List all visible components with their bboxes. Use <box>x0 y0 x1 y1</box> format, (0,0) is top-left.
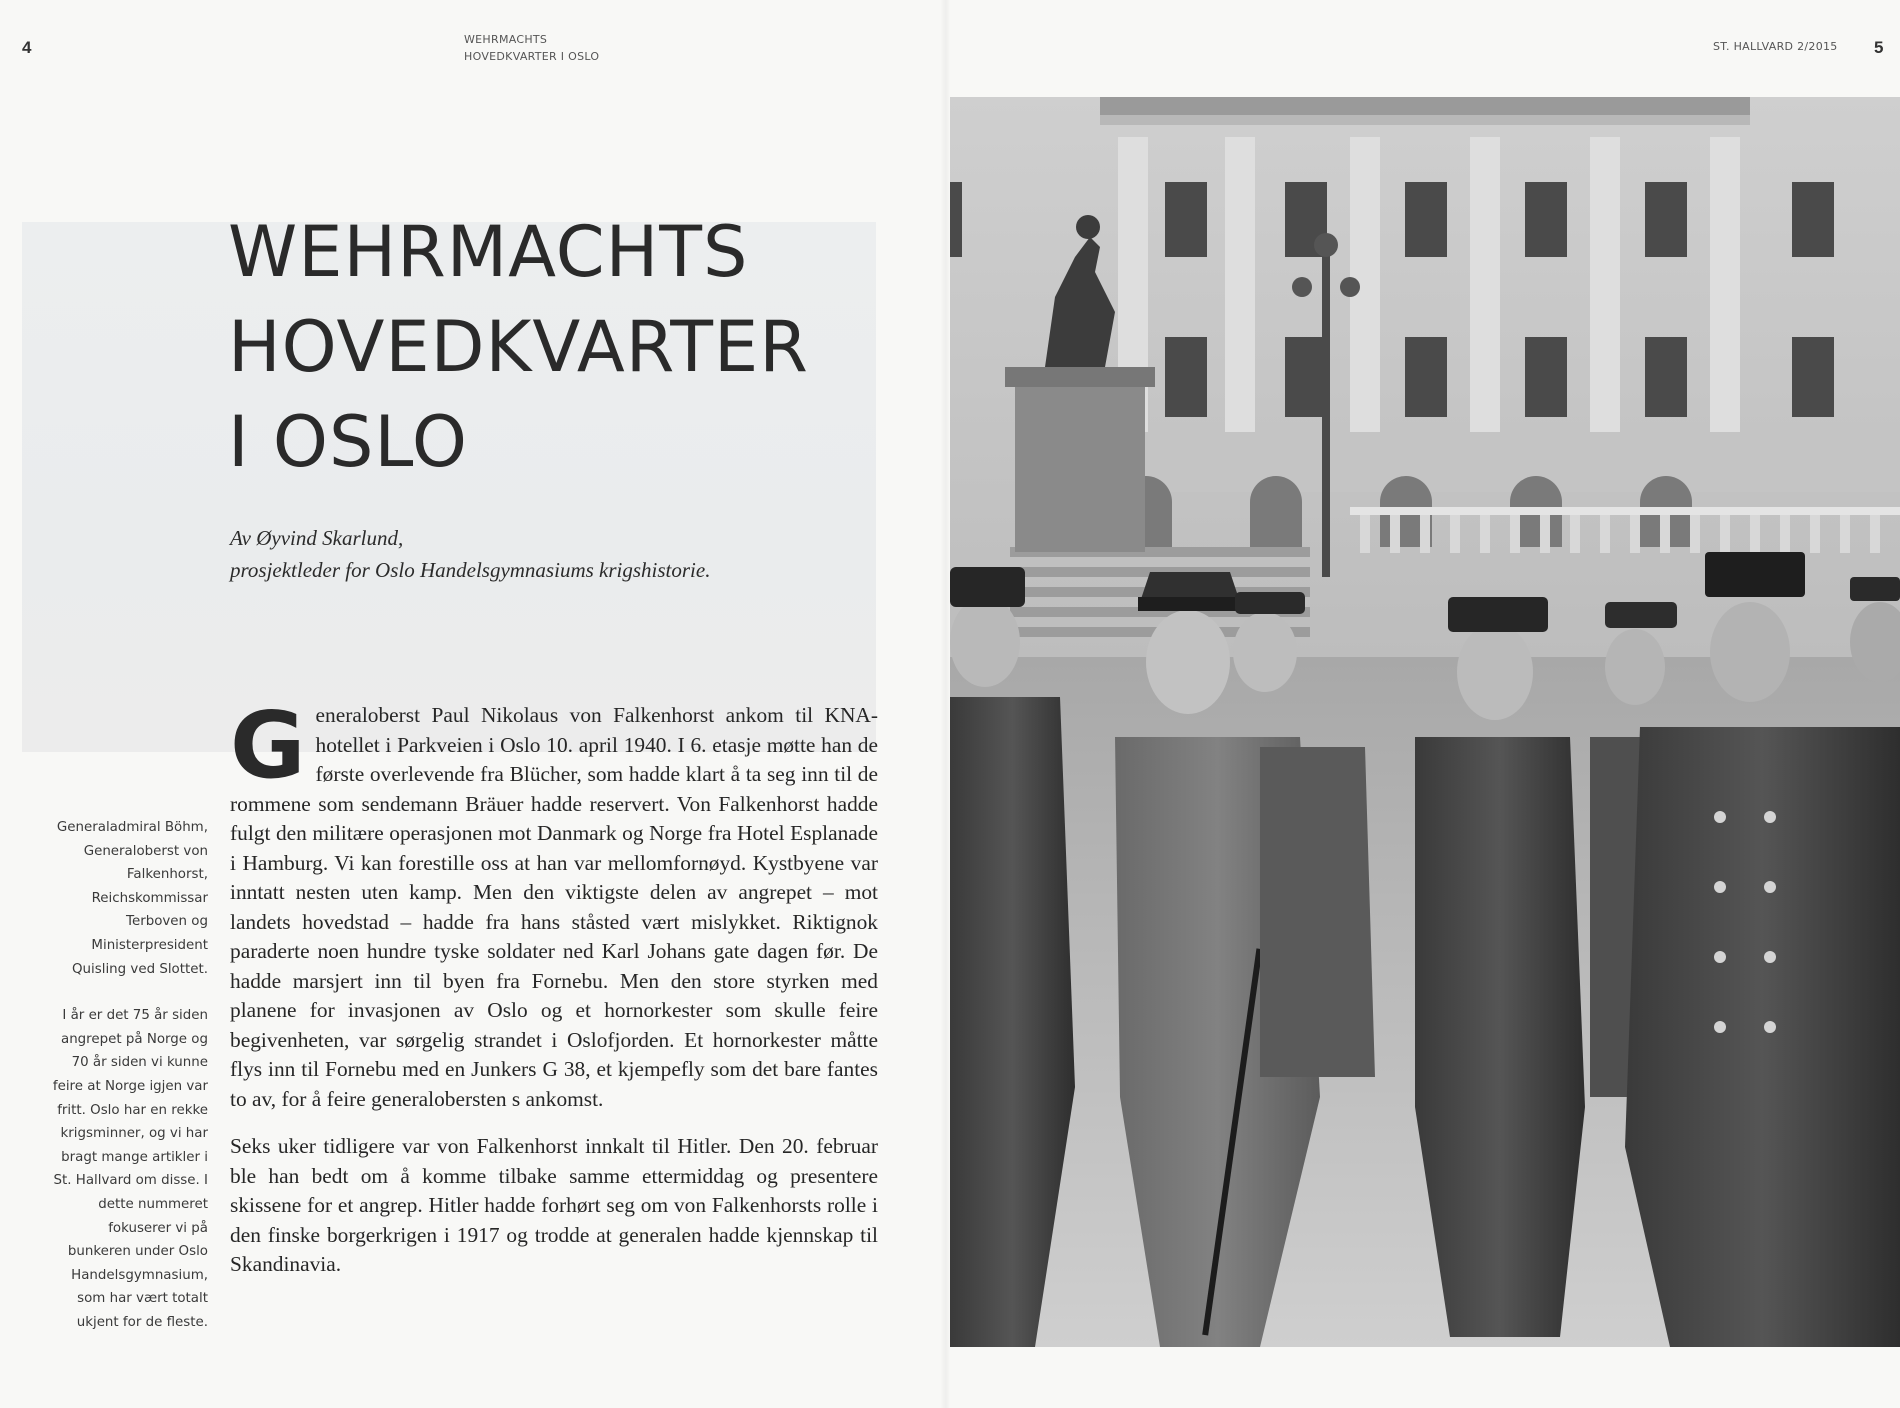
article-title <box>228 205 809 490</box>
publication-label: ST. HALLVARD 2/2015 <box>1713 40 1838 53</box>
title-line-1: WEHRMACHTS <box>228 211 749 293</box>
byline-author: Av Øyvind Skarlund, <box>230 526 404 550</box>
lamp-post <box>1322 247 1330 577</box>
page-gutter <box>940 0 950 1408</box>
running-head-line1: WEHRMACHTS <box>464 33 548 46</box>
paragraph-2: Seks uker tidligere var von Falkenhorst innkalt til Hitler. Den 20. februar ble han bedt om å komme tilbake samme ettermiddag og presentere skissene for et angrep. Hitler hadde forhørt seg om von Falkenhorsts rolle i den finske borgerkrigen i 1917 og trodde at generalen hadde kjennskap til Skandinavia. <box>230 1134 878 1276</box>
right-page-number: 5 <box>1874 38 1884 57</box>
cornice-band <box>1100 115 1750 125</box>
drop-cap: G <box>230 692 306 799</box>
historical-photo <box>950 97 1900 1347</box>
byline <box>230 522 710 586</box>
title-line-3: I OSLO <box>228 401 469 483</box>
paragraph-1-text: eneraloberst Paul Nikolaus von Falkenhorst ankom til KNA-hotellet i Parkveien i Oslo 10. april 1940. I 6. etasje møtte han de første overlevende fra Blücher, som hadde klart å ta seg inn til de rommene som sendemann Bräuer hadde reservert. Von Falkenhorst hadde fulgt den militære operasjonen mot Danmark og Norge fra Hotel Esplanade i Hamburg. Vi kan forestille oss at han var mellomfornøyd. Kystbyene var inntatt nesten uten kamp. Men den viktigste delen av angrepet – mot landets hovedstad – hadde fra hans ståsted vært mislykket. Riktignok paraderte noen hundre tyske soldater ned Karl Johans gate dagen før. De hadde marsjert inn til byen fra Fornebu. Men den store styrken med planene for invasjonen av Oslo og et hornorkester som skulle feire begivenheten, var sørgelig strandet i Oslofjorden. Et hornorkester måtte flys inn til Fornebu med en Junkers G 38, et kjempefly som det bare fantes to av, for å feire generalobersten s ankomst. <box>230 703 878 1111</box>
left-page-number: 4 <box>22 38 32 57</box>
title-line-2: HOVEDKVARTER <box>228 306 809 388</box>
byline-role: prosjektleder for Oslo Handelsgymnasiums krigshistorie. <box>230 558 711 582</box>
pedestal-cap <box>1005 367 1155 387</box>
sidebar <box>48 816 208 1357</box>
ground-floor <box>1100 432 1900 492</box>
sidebar-note: I år er det 75 år siden angrepet på Norge og 70 år siden vi kunne feire at Norge igjen var fritt. Oslo har en rekke krigsminner, og vi har bragt mange artikler i St. Hallvard om disse. I dette nummeret fokuserer vi på bunkeren under Oslo Handelsgymnasium, som har vært totalt ukjent for de fleste. <box>52 1008 208 1330</box>
article-body <box>230 692 878 1298</box>
running-head <box>464 31 599 65</box>
photo-caption: Generaladmiral Böhm, Generaloberst von Falkenhorst, Reichskommissar Terboven og Ministerpresident Quisling ved Slottet. <box>56 820 208 977</box>
photo-illustration <box>950 97 1900 1347</box>
paragraph-1 <box>230 692 878 1114</box>
running-head-line2: HOVEDKVARTER I OSLO <box>464 50 600 64</box>
statue-pedestal <box>1015 382 1145 552</box>
cornice <box>1100 97 1750 115</box>
balustrade-rail <box>1350 507 1900 515</box>
